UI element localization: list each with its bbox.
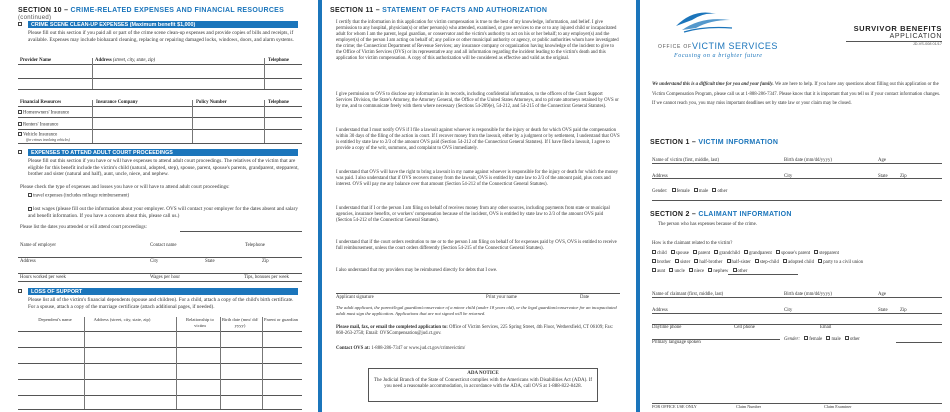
- victim-gender-male[interactable]: male: [694, 189, 708, 194]
- relation-uncle[interactable]: uncle: [669, 269, 684, 274]
- mail-address: Office of Victim Services, 225 Spring Street, 4th Floor, Wethersfield, CT 06109; Fax: 860-263-2750; Email: OVSCompensation@jud.ct.gov.: [336, 325, 614, 336]
- relation-row-3: [652, 268, 750, 274]
- mail-label: Please mail, fax, or email the completed application to:: [336, 325, 448, 330]
- office-use-label: FOR OFFICE USE ONLY: [652, 404, 697, 409]
- hours-label: Hours worked per week: [20, 275, 66, 280]
- relation-adopted-child[interactable]: adopted child: [783, 260, 814, 265]
- claimant-name-label: Name of claimant (first, middle, last): [652, 292, 724, 297]
- cleanup-col-address: Address (street, city, state, zip): [95, 58, 156, 63]
- contact-info: [336, 346, 620, 352]
- authorization-para-1: I certify that the information in this application for victim compensation is true to the best of my knowledge, information, and belief. I give permission to any hospital, physician(s) or other person(s) who attended, examined, or gave services to me or to any injured child or incapacitated adult for whom I am the parent, legal guardian, or conservator and the victim's authority to act on his or her behalf; to any employer(s) and the employer(s) of the person I am acting on behalf of; any police or other municipal authority or agency, or public authorities whom have investigated the crime; the Connecticut Department of Revenue Services; any insurance company or organization having knowledge of the incident to give to the Office of Victim Services (OVS) or its representative any and all information regarding the incident leading to the victim's death and this application for victim compensation. A copy of this authorization will be considered as effective and valid as the original.: [336, 20, 619, 61]
- adult-court-text: Please fill out this section if you have or will have expenses to attend adult court proceedings. The relatives of the victim that are eligible for this benefit include the victim's child (natural, adopted, step), spouse, parent, spouse's parents, grandparent, stepparent, brother and sister (natural and half), aunt, uncle, niece, and nephew.: [28, 158, 299, 177]
- relation-grandchild[interactable]: grandchild: [714, 251, 740, 256]
- employer-city-label: City: [150, 259, 159, 264]
- signature-note: The adult applicant, the parent/legal guardian/conservator of a minor child (under 18 years old), or the legal guardian/conservator for an incapacitated adult must sign the application. Applications that are not signed will be returned.: [336, 305, 617, 316]
- homeowners-checkbox[interactable]: Homeowners' Insurance: [18, 110, 69, 116]
- section-10-continued: (continued): [18, 15, 52, 21]
- victim-zip-label: Zip: [900, 174, 907, 179]
- financial-col-telephone: Telephone: [268, 100, 289, 105]
- claimant-birth-label: Birth date (mm/dd/yyyy): [784, 292, 832, 297]
- cleanup-checkbox[interactable]: [18, 22, 22, 26]
- claim-examiner-label: Claim Examiner: [824, 404, 852, 409]
- dependent-col-relationship: Relationship to victim: [186, 317, 214, 328]
- claimant-language-line[interactable]: [652, 339, 780, 340]
- intro-text: [652, 80, 942, 109]
- victim-gender-other-line[interactable]: [652, 200, 942, 201]
- tips-label: Tips, bonuses per week: [244, 275, 289, 280]
- victim-address-line[interactable]: [652, 178, 942, 179]
- employer-telephone-label: Telephone: [245, 243, 265, 248]
- claimant-zip-label: Zip: [900, 308, 907, 313]
- cleanup-bar-label: CRIME SCENE CLEAN-UP EXPENSES (Maximum benefit $1,000): [31, 22, 196, 28]
- relation-row-1: [652, 250, 842, 256]
- adult-court-check-prompt: Please check the type of expenses and losses you have or will have to attend adult court proceedings:: [20, 184, 230, 190]
- section-10-number: SECTION 10 –: [18, 7, 69, 14]
- relation-half-sister[interactable]: half-sister: [727, 260, 751, 265]
- dependent-col-parent: Parent or guardian: [264, 317, 298, 322]
- victim-name-label: Name of victim (first, middle, last): [652, 158, 720, 163]
- section-11-heading: [330, 7, 547, 14]
- claimant-state-label: State: [878, 308, 888, 313]
- employer-name-label: Name of employer: [20, 243, 56, 248]
- financial-header-line: [18, 106, 302, 107]
- page-section-11: [318, 0, 628, 412]
- form-id: JD-VS-008 01/17: [912, 42, 942, 46]
- mail-instructions: [336, 325, 620, 337]
- victim-age-label: Age: [878, 158, 886, 163]
- ovs-logo-icon: [674, 6, 734, 40]
- employer-address-label: Address: [20, 259, 36, 264]
- cleanup-row-line: [18, 89, 302, 90]
- claimant-email-label: Email: [820, 325, 832, 330]
- travel-expenses-option[interactable]: travel expenses (includes mileage reimbursement): [28, 193, 129, 199]
- dates-prompt: Please list the dates you attended or will attend court proceedings:: [20, 225, 147, 230]
- dependent-col-divider: [176, 317, 177, 409]
- claimant-city-label: City: [784, 308, 793, 313]
- relation-row-2: [652, 259, 866, 265]
- financial-col-resources: Financial Resources: [20, 100, 62, 105]
- applicant-signature-label: Applicant signature: [336, 295, 374, 300]
- section-1-heading: [650, 139, 778, 146]
- relation-niece[interactable]: niece: [689, 269, 704, 274]
- section-10-title: CRIME-RELATED EXPENSES AND FINANCIAL RESOURCES: [70, 7, 285, 14]
- victim-birth-label: Birth date (mm/dd/yyyy): [784, 158, 832, 163]
- dependent-col-address: Address (street, city, state, zip): [93, 317, 151, 322]
- authorization-para-7: I also understand that my providers may be reimbursed directly for debts that I owe.: [336, 268, 498, 273]
- page-survivor-application: [636, 0, 950, 412]
- relation-child[interactable]: child: [652, 251, 667, 256]
- employer-state-label: State: [205, 259, 215, 264]
- claimant-age-label: Age: [878, 292, 886, 297]
- intro-bold: We understand this is a difficult time for you and your family.: [652, 82, 774, 87]
- ada-text: The Judicial Branch of the State of Connecticut complies with the Americans with Disabilities Act (ADA). If you need a reasonable accommodation, in accordance with the ADA, call OVS at 1-888-822-8428.: [373, 377, 593, 389]
- dependent-row-line: [18, 347, 302, 348]
- section-2-title: CLAIMANT INFORMATION: [698, 211, 792, 218]
- section-1-title: VICTIM INFORMATION: [698, 139, 779, 146]
- renters-checkbox[interactable]: Renters' Insurance: [18, 122, 58, 128]
- header-title: SURVIVOR BENEFITS: [853, 24, 942, 33]
- wages-label: Wages per hour: [150, 275, 180, 280]
- employer-row-line: [18, 281, 302, 282]
- contact-label: Contact OVS at:: [336, 346, 371, 351]
- relation-spouses-parent[interactable]: spouse's parent: [776, 251, 810, 256]
- loss-of-support-checkbox[interactable]: [18, 289, 22, 293]
- adult-court-checkbox[interactable]: [18, 150, 22, 154]
- page2-accent-bar: [318, 0, 322, 412]
- authorization-para-4: I understand that OVS will have the right to bring a lawsuit in my name against whoever is responsible for the injury or death for which the money was paid. I also understand that if OVS recovers money from the lawsuit, OVS is entitled by state law to 2/3 of the amount paid, plus costs and interest. OVS will pay me any balance over that amount (Section 54-212 of the Connecticut General Statutes).: [336, 170, 619, 187]
- claim-number-label: Claim Number: [736, 404, 762, 409]
- victim-gender-options: [652, 188, 730, 194]
- relation-half-brother[interactable]: half-brother: [694, 260, 722, 265]
- financial-col-policy: Policy Number: [196, 100, 227, 105]
- cleanup-col-divider: [92, 58, 93, 89]
- claimant-gender-other-line[interactable]: [896, 342, 942, 343]
- dependent-header-line: [18, 331, 302, 332]
- relation-step-child[interactable]: step-child: [755, 260, 779, 265]
- lost-wages-option[interactable]: lost wages (please fill out the information about your employer. OVS will contact your employer for the dates absent and salary and benefit information. If you have a concern about this, please call us.): [28, 206, 298, 219]
- authorization-para-3: I understand that I must notify OVS if I file a lawsuit against whoever is responsible for the injury or death for which OVS paid the compensation within 30 days of the filing of the action in court. If I recover money from the lawsuit, either by a judgment or by settlement, I understand that OVS is entitled by state law to 2/3 of the amount OVS paid (Section 54-212 of the Connecticut General Statutes). If I have filed a lawsuit, I agree to provide a copy of the writ, summons, and complaint to OVS immediately.: [336, 128, 620, 151]
- dependent-col-name: Dependent's name: [38, 317, 72, 322]
- section-10-heading: [18, 7, 310, 21]
- relation-spouse[interactable]: spouse: [671, 251, 689, 256]
- claimant-gender-label: Gender:: [784, 336, 800, 342]
- logo-victim-services: VICTIM SERVICES: [692, 41, 778, 51]
- cleanup-bar: [28, 21, 298, 28]
- adult-court-bar-label: EXPENSES TO ATTEND ADULT COURT PROCEEDINGS: [31, 150, 173, 156]
- relation-stepparent[interactable]: stepparent: [814, 251, 839, 256]
- victim-gender-label: Gender:: [652, 188, 668, 194]
- relation-sister[interactable]: sister: [675, 260, 690, 265]
- dependent-col-divider: [262, 317, 263, 409]
- cleanup-col-divider: [264, 58, 265, 89]
- dependent-row-line: [18, 379, 302, 380]
- claimant-address-line[interactable]: [652, 313, 942, 314]
- dependent-row-line: [18, 363, 302, 364]
- financial-col-divider: [92, 100, 93, 143]
- ada-notice: [368, 368, 598, 402]
- cleanup-header-line: [18, 64, 302, 65]
- employer-contact-label: Contact name: [150, 243, 177, 248]
- relation-prompt: How is the claimant related to the victim?: [652, 241, 733, 246]
- section-2-heading: [650, 211, 792, 218]
- relation-grandparent[interactable]: grandparent: [744, 251, 772, 256]
- victim-gender-other[interactable]: other: [712, 189, 727, 194]
- logo-tagline: Focusing on a brighter future: [674, 53, 763, 59]
- cleanup-row-line: [18, 78, 302, 79]
- victim-gender-female[interactable]: female: [672, 189, 690, 194]
- section-2-subtitle: The person who has expenses because of the crime.: [658, 222, 757, 227]
- financial-row-line: [18, 117, 302, 118]
- dependent-col-divider: [84, 317, 85, 409]
- relation-civil-union[interactable]: party to a civil union: [818, 260, 863, 265]
- authorization-para-5: I understand that if I or the person I am filing on behalf of receives money from any other sources, including payments from state or municipal agencies, insurance benefits, or workers' compensation because of the incident, OVS is entitled by state law to 2/3 of the amount OVS paid (Section 54-212 of the Connecticut General Statutes).: [336, 206, 610, 223]
- financial-row-line: [18, 129, 302, 130]
- claimant-gender-options: [784, 336, 863, 342]
- signature-line[interactable]: [336, 293, 620, 294]
- cleanup-text: Please fill out this section if you paid all or part of the crime scene clean-up expenses and provide copies of bills and receipts, if available. Expenses may include biohazard cleaning, replacing or repairing damaged locks, windows, doors, and alarm systems.: [28, 30, 294, 43]
- loss-of-support-text: Please list all of the victim's financial dependents (spouse and children). For a child, attach a copy of the child's birth certificate. For a spouse, attach a copy of the marriage certificate (attach additional pages, if needed).: [28, 297, 294, 310]
- claimant-daytime-label: Daytime phone: [652, 325, 682, 330]
- victim-city-label: City: [784, 174, 793, 179]
- section-11-title: STATEMENT OF FACTS AND AUTHORIZATION: [382, 7, 548, 14]
- financial-col-divider: [192, 100, 193, 143]
- victim-name-line[interactable]: [652, 163, 942, 164]
- claimant-gender-other[interactable]: other: [845, 337, 860, 342]
- claimant-language-label: Primary language spoken: [652, 340, 701, 345]
- relation-brother[interactable]: brother: [652, 260, 671, 265]
- authorization-para-2: I give permission to OVS to disclose any information in its records, including confidential information, to the officers of the Court Support Services Division, the State's Attorney, the Attorney General, the Office of the United States Attorneys, and to private attorneys retained by OVS or by me, and to communicate freely with them where necessary (Sections 54-209(e), 54-212, and 54-215 of the Connecticut General Statutes).: [336, 92, 619, 109]
- section-1-number: SECTION 1 –: [650, 139, 697, 146]
- loss-of-support-bar-label: LOSS OF SUPPORT: [31, 289, 83, 295]
- contact-link[interactable]: 1-888-286-7347 or www.jud.ct.gov/crimevictim/: [371, 346, 466, 351]
- relation-parent[interactable]: parent: [693, 251, 710, 256]
- relation-other-line[interactable]: [728, 274, 798, 275]
- vehicle-checkbox[interactable]: Vehicle Insurance: [18, 132, 57, 138]
- employer-row-line: [18, 257, 302, 258]
- dependent-row-line: [18, 409, 302, 410]
- header-subtitle: APPLICATION: [889, 33, 942, 40]
- cleanup-col-provider: Provider Name: [20, 58, 52, 63]
- victim-state-label: State: [878, 174, 888, 179]
- relation-nephew[interactable]: nephew: [708, 269, 728, 274]
- vehicle-note: (for crimes involving vehicles): [26, 138, 70, 142]
- dates-input-line[interactable]: [180, 231, 302, 232]
- date-label: Date: [580, 295, 590, 300]
- logo-office-of: OFFICE OF: [658, 44, 692, 50]
- adult-court-bar: [28, 149, 298, 156]
- section-2-number: SECTION 2 –: [650, 211, 697, 218]
- section-11-number: SECTION 11 –: [330, 7, 380, 14]
- claimant-gender-female[interactable]: female: [804, 337, 822, 342]
- dependent-col-birth: Birth date (mm/ dd/ yyyy): [221, 317, 259, 328]
- intro-body: We are here to help. If you have any questions about filling out this application or the Victim Compensation Program, please call us at 1-888-286-7347. Please know that it is important that you tell us if your contact information changes. If we cannot reach you, you may miss important deadlines set by state law or your claim may be closed.: [652, 82, 941, 106]
- employer-row-line: [18, 273, 302, 274]
- financial-col-company: Insurance Company: [96, 100, 138, 105]
- claimant-phone-line[interactable]: [652, 324, 942, 325]
- dependent-row-line: [18, 395, 302, 396]
- victim-address-label: Address: [652, 174, 668, 179]
- ada-title: ADA NOTICE: [467, 371, 499, 376]
- financial-row-line: [18, 143, 302, 144]
- authorization-para-6: I understand that if the court orders restitution to me or to the person I am filing on behalf of for expenses paid by OVS, OVS is entitled to receive full reimbursement, unless the court orders differently (Section 54-215 of the Connecticut General Statutes).: [336, 240, 617, 251]
- claimant-gender-male[interactable]: male: [826, 337, 840, 342]
- page3-accent-bar: [636, 0, 640, 412]
- cleanup-col-telephone: Telephone: [268, 58, 289, 63]
- relation-aunt[interactable]: aunt: [652, 269, 665, 274]
- print-name-label: Print your name: [486, 295, 517, 300]
- page-section-10: [0, 0, 310, 412]
- relation-other[interactable]: other: [733, 269, 748, 274]
- claimant-cell-label: Cell phone: [734, 325, 755, 330]
- employer-zip-label: Zip: [262, 259, 269, 264]
- claimant-address-label: Address: [652, 308, 668, 313]
- loss-of-support-bar: [28, 288, 298, 295]
- dependent-col-divider: [220, 317, 221, 409]
- financial-col-divider: [264, 100, 265, 143]
- claimant-name-line[interactable]: [652, 297, 942, 298]
